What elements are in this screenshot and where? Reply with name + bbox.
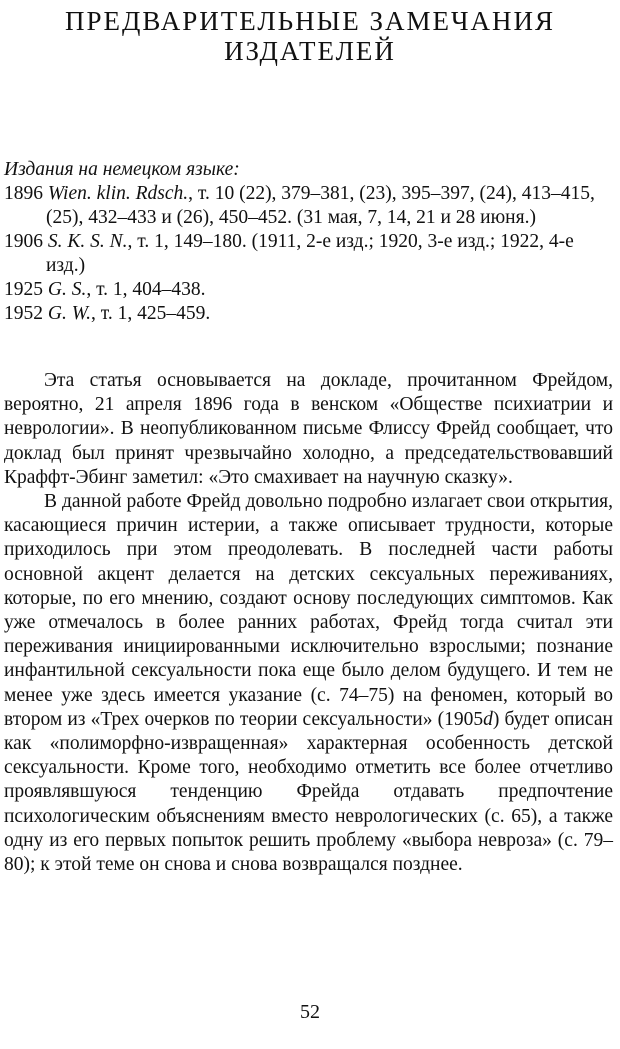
paragraph-text: В данной работе Фрейд довольно подробно излагает свои открытия, касающиеся причин истерии, а также описывает трудности, которые приходилось при этом преодолевать. В последней части работы основной акцент делается на детских сексуальных переживаниях, которые, по его мнению, создают основу последующих симптомов. Как уже отмечалось в более ранних работах, Фрейд тогда считал эти переживания инициированными исключительно взрослыми; познание инфантильной сексуальности пока еще было делом будущего. И тем не менее уже здесь имеется указание (с. 74–75) на феномен, который во втором из «Трех очерков по теории сексуальности» (1905 [4, 491, 613, 730]
edition-details: , т. 1, 425–459. [91, 303, 211, 324]
paragraph-text: ) будет описан как «полиморфно-извращенная» характерная особенность детской сексуальности. Кроме того, необходимо отметить все более отчетливо проявлявшуюся тенденцию Фрейда отдавать предпочтение психологическим объяснениям вместо неврологических (с. 65), а также одну из его первых попыток решить проблему «выбора невроза» (с. 79–80); к этой теме он снова и снова возвращался позднее. [4, 708, 613, 876]
edition-entry [4, 230, 612, 278]
edition-work: G. S. [47, 279, 87, 300]
edition-year: 1906 [4, 231, 43, 252]
editions-list [4, 158, 612, 326]
page-number: 52 [300, 1001, 320, 1023]
edition-work: S. K. S. N. [47, 231, 128, 252]
body-text [4, 369, 613, 877]
edition-entry [4, 182, 612, 230]
edition-year: 1952 [4, 303, 43, 324]
page-title [0, 6, 620, 66]
edition-work: G. W. [47, 303, 92, 324]
edition-details: , т. 10 (22), 379–381, (23), 395–397, (24), 413–415, (25), 432–433 и (26), 450–452. (31 мая, 7, 14, 21 и 28 июня.) [46, 183, 595, 228]
page-title-line-1: ПРЕДВАРИТЕЛЬНЫЕ ЗАМЕЧАНИЯ [64, 6, 556, 36]
edition-work: Wien. klin. Rdsch. [47, 183, 189, 204]
editions-heading: Издания на немецком языке: [4, 159, 240, 180]
edition-year: 1896 [4, 183, 43, 204]
edition-details: , т. 1, 149–180. (1911, 2-е изд.; 1920, 3-е изд.; 1922, 4-е изд.) [46, 231, 574, 276]
paragraph-italic-text: d [483, 708, 493, 730]
edition-year: 1925 [4, 279, 43, 300]
edition-entry [4, 278, 612, 302]
edition-entry [4, 302, 612, 326]
paragraph: Эта статья основывается на докладе, прочитанном Фрейдом, вероятно, 21 апреля 1896 года в венском «Обществе психиатрии и неврологии». В неопубликованном письме Флиссу Фрейд сообщает, что доклад был принят чрезвычайно холодно, а председательствовавший Краффт-Эбинг заметил: «Это смахивает на научную сказку». [4, 370, 613, 488]
paragraph [4, 490, 613, 877]
edition-details: , т. 1, 404–438. [86, 279, 206, 300]
page-title-line-2: ИЗДАТЕЛЕЙ [224, 36, 396, 66]
